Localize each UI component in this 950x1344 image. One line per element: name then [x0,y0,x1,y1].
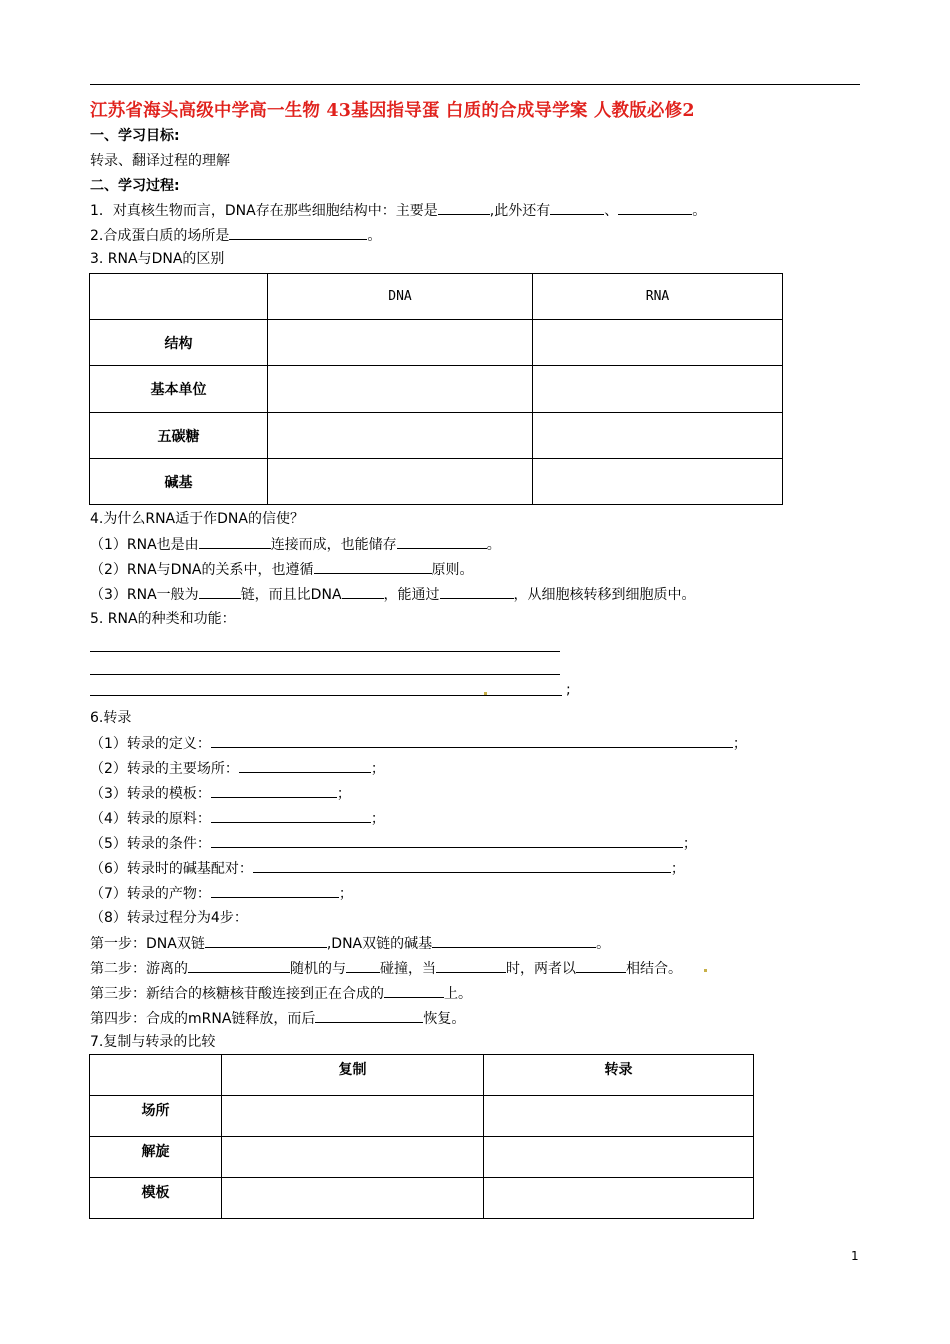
step-2: 第二步：游离的 随机的与 碰撞，当 时，两者以 相结合。 [90,958,682,979]
table-header-cell [90,1055,222,1096]
question-2: 2.合成蛋白质的场所是 。 [90,225,381,246]
answer-cell[interactable] [533,413,783,459]
blank-field[interactable] [436,958,506,973]
table-row-header: 五碳糖 [90,413,268,459]
answer-cell[interactable] [222,1178,484,1219]
top-rule [90,84,860,85]
question-4-3: （3）RNA一般为 链，而且比DNA ，能通过 ，从细胞核转移到细胞质中。 [90,584,696,605]
replication-transcription-table [89,1054,754,1219]
blank-field[interactable] [199,584,241,599]
answer-cell[interactable] [222,1137,484,1178]
answer-line[interactable] [90,674,560,675]
blank-field[interactable] [253,858,671,873]
blank-field[interactable] [618,200,692,215]
question-4-2: （2）RNA与DNA的关系中，也遵循 原则。 [90,559,474,580]
question-1: 1．对真核生物而言，DNA存在那些细胞结构中：主要是 ,此外还有 、 。 [90,200,706,221]
answer-cell[interactable] [268,459,533,505]
answer-cell[interactable] [484,1178,754,1219]
question-7-label: 7.复制与转录的比较 [90,1034,216,1050]
answer-cell[interactable] [268,413,533,459]
blank-field[interactable] [188,958,290,973]
stray-mark [484,692,487,695]
blank-field[interactable] [550,200,604,215]
blank-field[interactable] [199,534,271,549]
step-4: 第四步：合成的mRNA链释放，而后 恢复。 [90,1008,465,1029]
question-6-label: 6.转录 [90,710,132,726]
question-5-label: 5. RNA的种类和功能： [90,611,236,627]
blank-field[interactable] [211,883,339,898]
document-title: 江苏省海头高级中学高一生物 43基因指导蛋 白质的合成导学案 人教版必修2 [90,101,695,121]
q6-item: （6）转录时的碱基配对： ； [90,858,685,879]
blank-field[interactable] [205,933,327,948]
q6-item: （4）转录的原料： ； [90,808,385,829]
answer-cell[interactable] [484,1096,754,1137]
answer-cell[interactable] [484,1137,754,1178]
step-1: 第一步：DNA双链 ,DNA双链的碱基 。 [90,933,610,954]
page-number: 1 [851,1249,859,1263]
blank-field[interactable] [342,584,384,599]
rna-dna-table [89,273,783,505]
blank-field[interactable] [211,833,683,848]
answer-cell[interactable] [222,1096,484,1137]
table-row-header: 结构 [90,320,268,366]
q6-item: （8）转录过程分为4步： [90,910,248,926]
table-row-header: 基本单位 [90,366,268,413]
q6-item: （2）转录的主要场所： ； [90,758,385,779]
answer-line[interactable] [90,695,562,696]
table-row-header: 场所 [90,1096,222,1137]
blank-field[interactable] [397,534,487,549]
blank-field[interactable] [576,958,626,973]
answer-cell[interactable] [268,320,533,366]
table-row-header: 解旋 [90,1137,222,1178]
q6-item: （1）转录的定义： ； [90,733,747,754]
blank-field[interactable] [315,1008,423,1023]
table-row-header: 碱基 [90,459,268,505]
q6-item: （5）转录的条件： ； [90,833,697,854]
table-header-cell: 复制 [222,1055,484,1096]
section1-text: 转录、翻译过程的理解 [90,153,230,169]
q6-item: （3）转录的模板： ； [90,783,351,804]
blank-field[interactable] [440,584,514,599]
question-4-label: 4.为什么RNA适于作DNA的信使？ [90,511,304,527]
blank-field[interactable] [211,783,337,798]
step-3: 第三步：新结合的核糖核苷酸连接到正在合成的 上。 [90,983,472,1004]
blank-field[interactable] [239,758,371,773]
answer-cell[interactable] [533,459,783,505]
blank-field[interactable] [438,200,490,215]
table-row-header: 模板 [90,1178,222,1219]
answer-cell[interactable] [533,320,783,366]
blank-field[interactable] [211,733,733,748]
table-header-cell: DNA [268,274,533,320]
q6-item: （7）转录的产物： ； [90,883,353,904]
table-header-cell: RNA [533,274,783,320]
section1-heading: 一、学习目标: [90,128,180,144]
q5-end-mark: ; [566,682,571,698]
answer-cell[interactable] [533,366,783,413]
question-4-1: （1）RNA也是由 连接而成，也能储存 。 [90,534,501,555]
blank-field[interactable] [314,559,432,574]
table-header-cell [90,274,268,320]
blank-field[interactable] [432,933,596,948]
blank-field[interactable] [384,983,444,998]
answer-cell[interactable] [268,366,533,413]
blank-field[interactable] [229,225,367,240]
table-header-cell: 转录 [484,1055,754,1096]
question-3-label: 3. RNA与DNA的区别 [90,251,225,267]
blank-field[interactable] [211,808,371,823]
blank-field[interactable] [346,958,380,973]
stray-mark [704,969,707,972]
section2-heading: 二、学习过程: [90,178,180,194]
answer-line[interactable] [90,651,560,652]
